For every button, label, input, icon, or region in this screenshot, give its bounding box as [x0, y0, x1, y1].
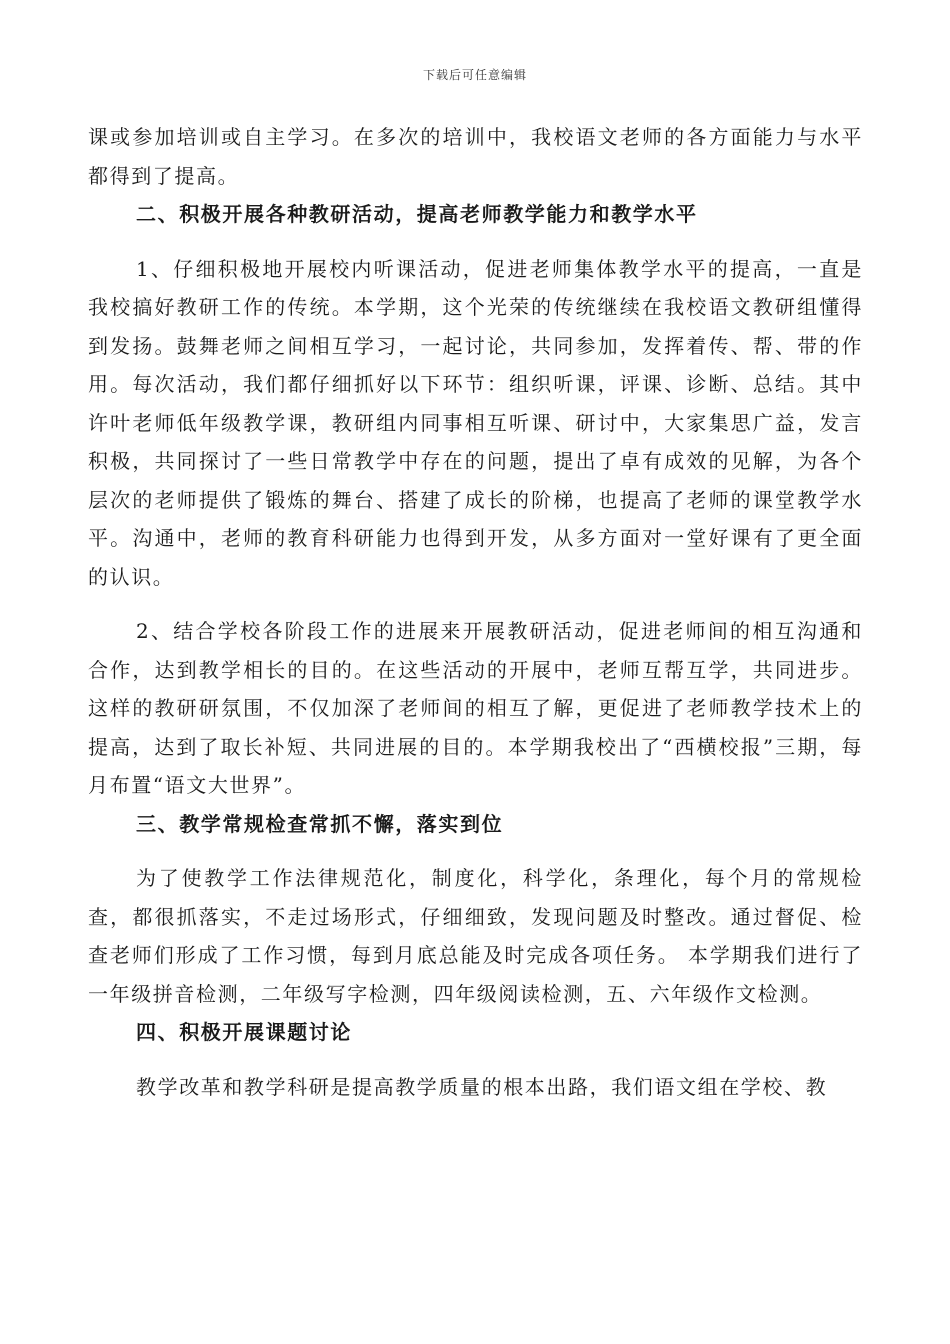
- paragraph-2-2: 2、结合学校各阶段工作的进展来开展教研活动，促进老师间的相互沟通和合作，达到教学相长的目的。在这些活动的开展中，老师互帮互学，共同进步。这样的教研研氛围，不仅加深了老师间的相互了解，更促进了老师教学技术上的提高，达到了取长补短、共同进展的目的。本学期我校出了“西横校报”三期，每月布置“语文大世界”。: [88, 619, 863, 797]
- paragraph-intro: 课或参加培训或自主学习。在多次的培训中，我校语文老师的各方面能力与水平都得到了提高。: [88, 125, 863, 188]
- document-body: [88, 118, 863, 1106]
- paragraph-3: 为了使教学工作法律规范化，制度化，科学化，条理化，每个月的常规检查，都很抓落实，不走过场形式，仔细细致，发现问题及时整改。通过督促、检查老师们形成了工作习惯，每到月底总能及时完成各项任务。 本学期我们进行了一年级拼音检测，二年级写字检测，四年级阅读检测，五、六年级作文检测。: [88, 866, 863, 1006]
- section-heading-4: 四、积极开展课题讨论: [136, 1020, 352, 1044]
- paragraph-2-1: 1、仔细积极地开展校内听课活动，促进老师集体教学水平的提高，一直是我校搞好教研工作的传统。本学期，这个光荣的传统继续在我校语文教研组懂得到发扬。鼓舞老师之间相互学习，一起讨论，共同参加，发挥着传、帮、带的作用。每次活动，我们都仔细抓好以下环节：组织听课，评课、诊断、总结。其中许叶老师低年级教学课，教研组内同事相互听课、研讨中，大家集思广益，发言积极，共同探讨了一些日常教学中存在的问题，提出了卓有成效的见解，为各个层次的老师提供了锻炼的舞台、搭建了成长的阶梯，也提高了老师的课堂教学水平。沟通中，老师的教育科研能力也得到开发，从多方面对一堂好课有了更全面的认识。: [88, 256, 863, 589]
- section-heading-3: 三、教学常规检查常抓不懈，落实到位: [136, 811, 504, 836]
- section-heading-2: 二、积极开展各种教研活动，提高老师教学能力和教学水平: [136, 202, 698, 226]
- paragraph-4: 教学改革和教学科研是提高教学质量的根本出路，我们语文组在学校、教: [136, 1074, 828, 1099]
- page-header-note: 下载后可任意编辑: [422, 68, 527, 82]
